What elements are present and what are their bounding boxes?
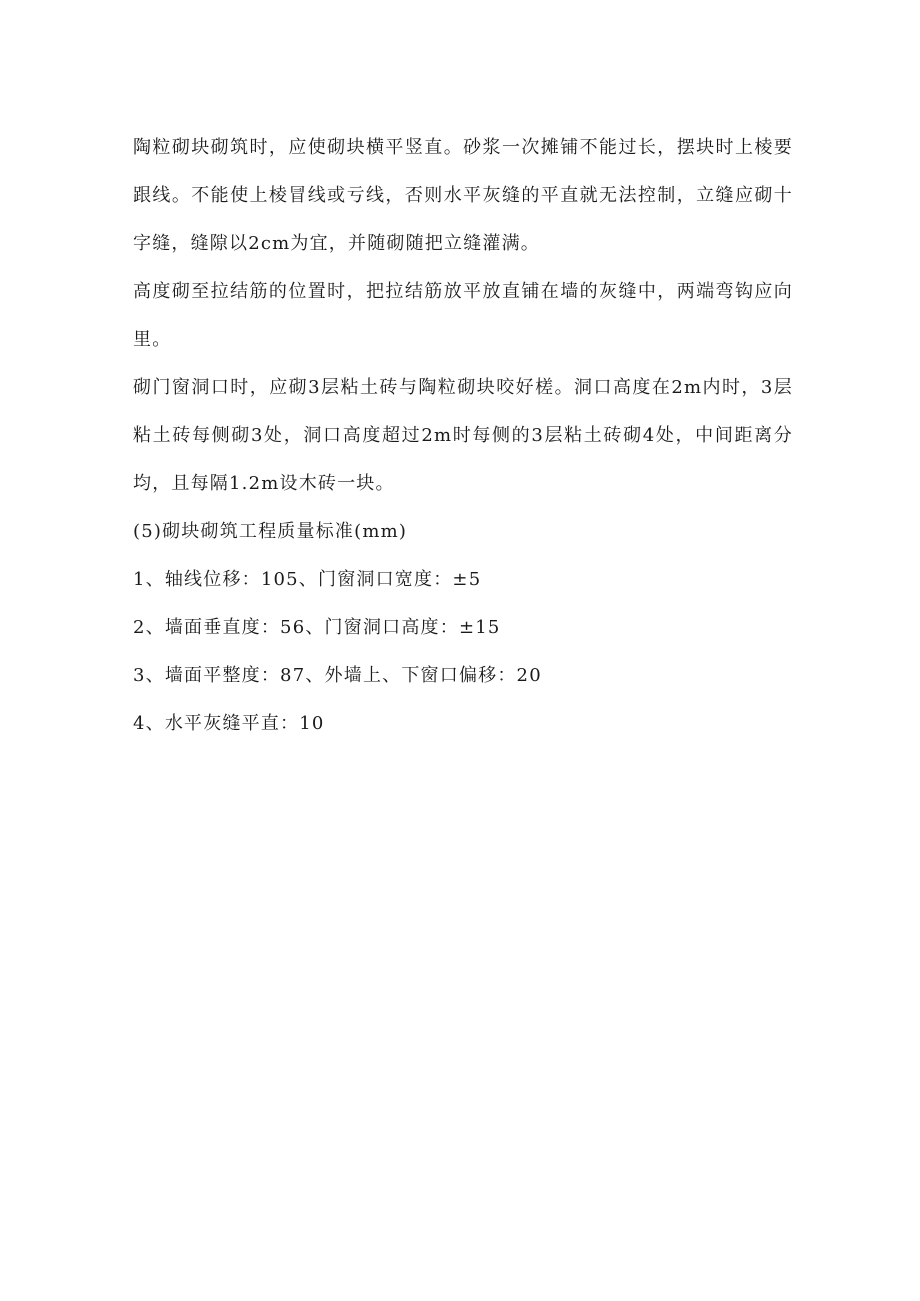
document-body <box>133 124 793 748</box>
paragraph-openings: 砌门窗洞口时，应砌3层粘土砖与陶粒砌块咬好槎。洞口高度在2m内时，3层粘土砖每侧砌3处，洞口高度超过2m时每侧的3层粘土砖砌4处，中间距离分均，且每隔1.2m设木砖一块。 <box>133 377 793 494</box>
standard-item-joint-straightness: 4、水平灰缝平直：10 <box>133 713 325 734</box>
standard-item-wall-verticality: 2、墙面垂直度：56、门窗洞口高度：±15 <box>133 617 501 638</box>
section-heading-quality-standard: (5)砌块砌筑工程质量标准(mm) <box>133 521 408 542</box>
standard-item-axis-offset: 1、轴线位移：105、门窗洞口宽度：±5 <box>133 569 482 590</box>
paragraph-block-laying: 陶粒砌块砌筑时，应使砌块横平竖直。砂浆一次摊铺不能过长，摆块时上棱要跟线。不能使上棱冒线或亏线，否则水平灰缝的平直就无法控制，立缝应砌十字缝，缝隙以2cm为宜，并随砌随把立缝灌满。 <box>133 137 793 254</box>
standards-list <box>133 556 793 748</box>
paragraph-tie-bars: 高度砌至拉结筋的位置时，把拉结筋放平放直铺在墙的灰缝中，两端弯钩应向里。 <box>133 281 793 350</box>
standard-item-wall-flatness: 3、墙面平整度：87、外墙上、下窗口偏移：20 <box>133 665 542 686</box>
